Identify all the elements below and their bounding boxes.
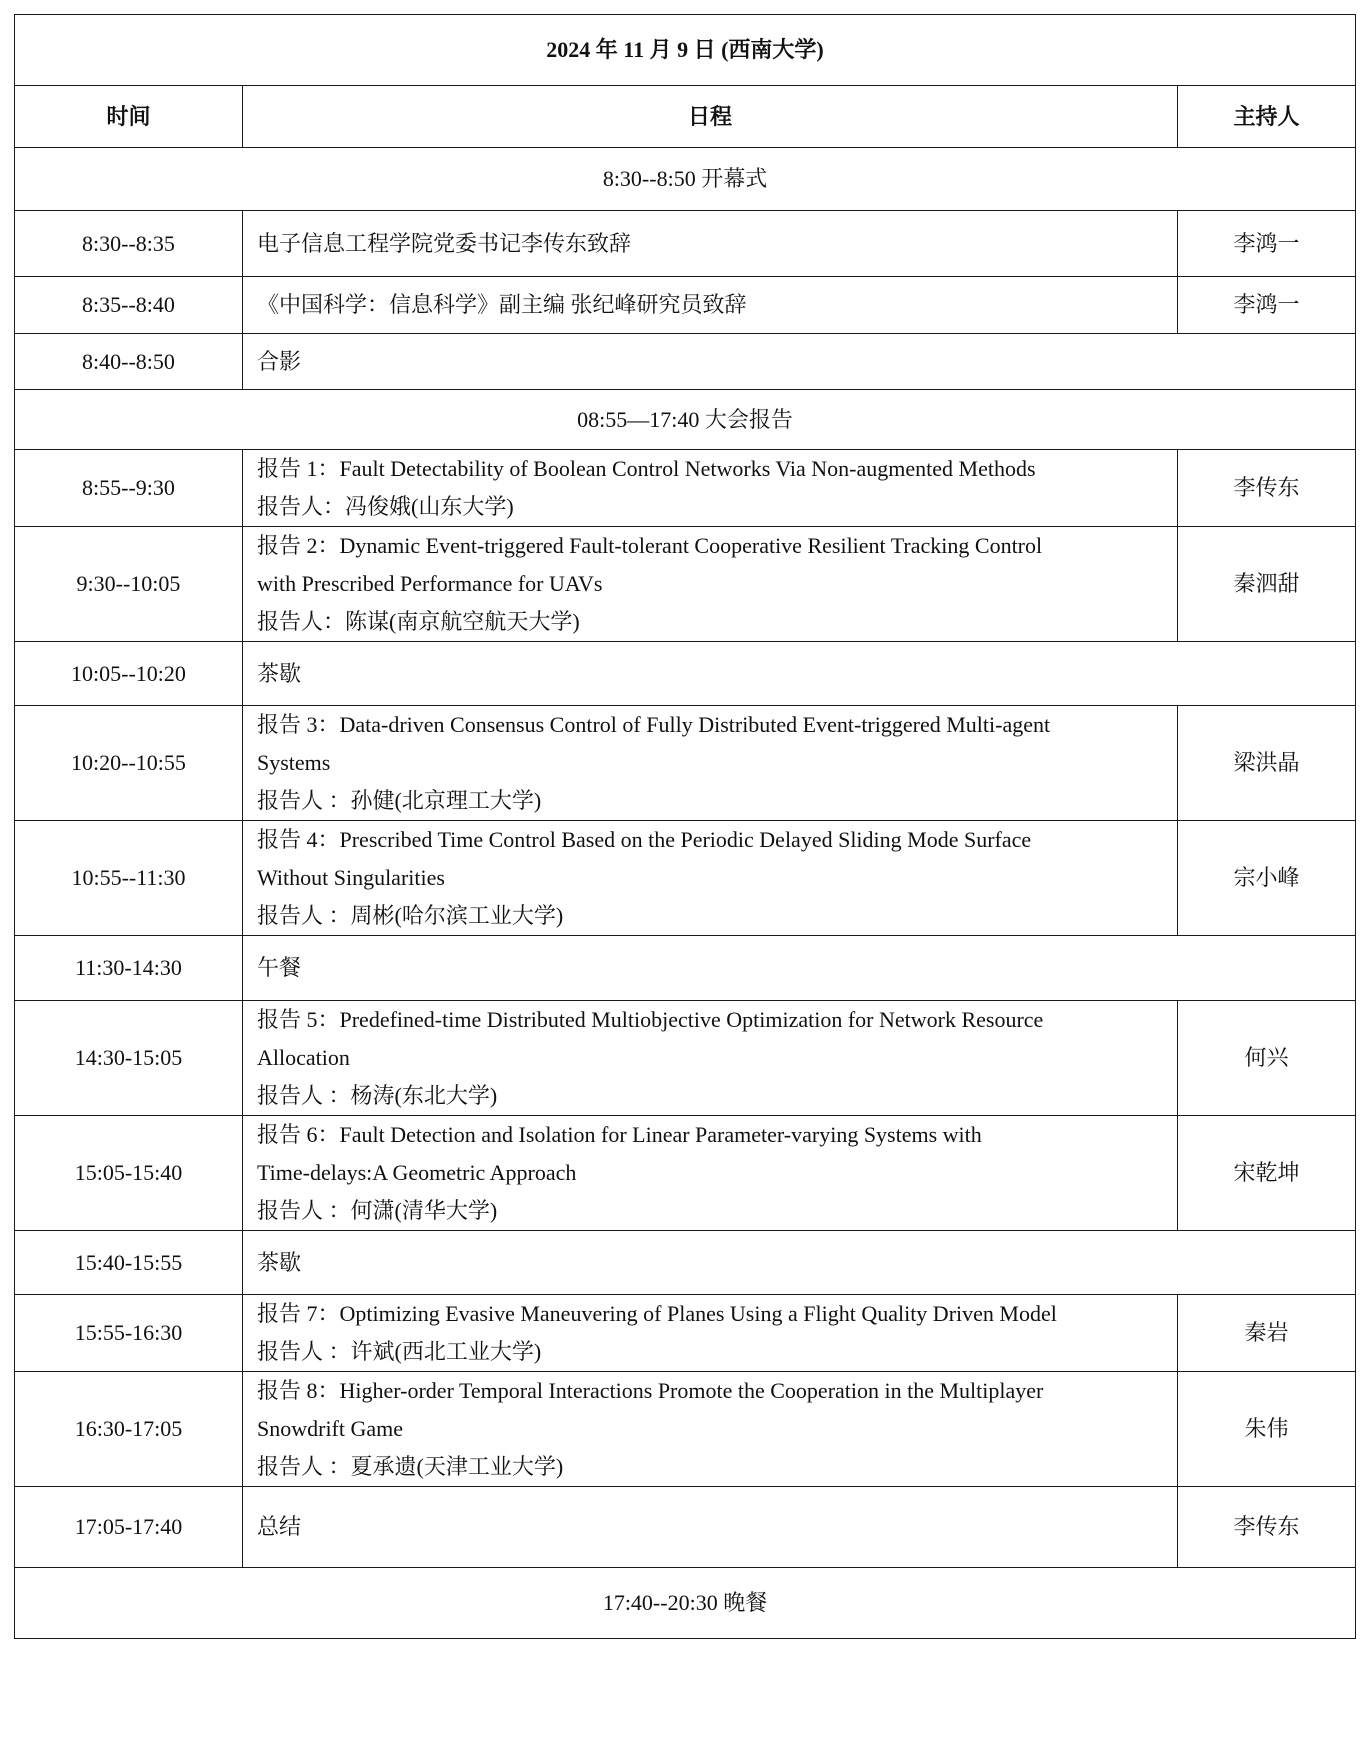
agenda-cell (243, 936, 1356, 1001)
agenda-line: 报告人 ：夏承遗(天津工业大学) (257, 1454, 564, 1479)
time-cell: 16:30-17:05 (15, 1372, 243, 1487)
agenda-cell (243, 334, 1356, 390)
agenda-line: 报告 3：Data-driven Consensus Control of Fully Distributed Event-triggered Multi-agent (257, 712, 1051, 737)
page-title: 2024 年 11 月 9 日 (西南大学) (15, 15, 1356, 86)
host-cell: 李鸿一 (1178, 277, 1356, 334)
agenda-line: 合影 (257, 348, 302, 374)
agenda-cell (243, 277, 1178, 334)
host-cell: 李鸿一 (1178, 211, 1356, 277)
schedule-row (15, 450, 1356, 527)
section-dinner: 17:40--20:30 晚餐 (15, 1568, 1356, 1639)
agenda-cell (243, 706, 1178, 821)
schedule-body (15, 15, 1356, 1639)
schedule-row (15, 1487, 1356, 1568)
host-cell: 李传东 (1178, 450, 1356, 527)
schedule-row (15, 527, 1356, 642)
host-cell: 朱伟 (1178, 1372, 1356, 1487)
header-row (15, 86, 1356, 148)
time-cell: 8:55--9:30 (15, 450, 243, 527)
time-cell: 14:30-15:05 (15, 1001, 243, 1116)
agenda-line: 报告人 ：孙健(北京理工大学) (257, 788, 542, 813)
time-cell: 8:40--8:50 (15, 334, 243, 390)
agenda-cell (243, 450, 1178, 527)
schedule-row (15, 936, 1356, 1001)
header-agenda: 日程 (243, 86, 1178, 148)
section-opening: 8:30--8:50 开幕式 (15, 148, 1356, 211)
host-cell: 宋乾坤 (1178, 1116, 1356, 1231)
agenda-line: with Prescribed Performance for UAVs (257, 571, 603, 596)
schedule-row (15, 1372, 1356, 1487)
agenda-line: Time-delays:A Geometric Approach (257, 1160, 577, 1185)
agenda-cell (243, 1001, 1178, 1116)
schedule-row (15, 334, 1356, 390)
schedule-row (15, 821, 1356, 936)
agenda-line: 报告人：冯俊娥(山东大学) (257, 494, 514, 519)
header-host: 主持人 (1178, 86, 1356, 148)
schedule-row (15, 1116, 1356, 1231)
agenda-line: Without Singularities (257, 865, 445, 890)
agenda-line: 电子信息工程学院党委书记李传东致辞 (257, 230, 632, 256)
agenda-line: 报告人 ：杨涛(东北大学) (257, 1083, 498, 1108)
host-cell: 李传东 (1178, 1487, 1356, 1568)
agenda-line: 报告 4：Prescribed Time Control Based on the Periodic Delayed Sliding Mode Surface (257, 827, 1032, 852)
schedule-row (15, 277, 1356, 334)
section-row-dinner (15, 1568, 1356, 1639)
time-cell: 8:30--8:35 (15, 211, 243, 277)
agenda-line: 报告人 ：许斌(西北工业大学) (257, 1339, 542, 1364)
agenda-cell (243, 1116, 1178, 1231)
time-cell: 11:30-14:30 (15, 936, 243, 1001)
agenda-line: 报告人：陈谋(南京航空航天大学) (257, 609, 580, 634)
schedule-row (15, 706, 1356, 821)
agenda-cell (243, 527, 1178, 642)
schedule-row (15, 642, 1356, 706)
time-cell: 15:40-15:55 (15, 1231, 243, 1295)
agenda-cell (243, 211, 1178, 277)
agenda-line: 午餐 (257, 955, 302, 980)
agenda-line: 报告 7：Optimizing Evasive Maneuvering of Planes Using a Flight Quality Driven Model (257, 1301, 1057, 1326)
agenda-line: 报告 1：Fault Detectability of Boolean Control Networks Via Non-augmented Methods (257, 456, 1036, 481)
agenda-line: Snowdrift Game (257, 1416, 404, 1441)
time-cell: 15:55-16:30 (15, 1295, 243, 1372)
host-cell: 梁洪晶 (1178, 706, 1356, 821)
header-time: 时间 (15, 86, 243, 148)
agenda-line: 报告 8：Higher-order Temporal Interactions Promote the Cooperation in the Multiplayer (257, 1378, 1044, 1403)
schedule-row (15, 1295, 1356, 1372)
time-cell: 9:30--10:05 (15, 527, 243, 642)
agenda-line: 报告 2：Dynamic Event-triggered Fault-tolerant Cooperative Resilient Tracking Control (257, 533, 1043, 558)
agenda-line: 茶歇 (257, 1249, 302, 1275)
agenda-cell (243, 1295, 1178, 1372)
host-cell: 秦岩 (1178, 1295, 1356, 1372)
section-row-opening (15, 148, 1356, 211)
agenda-line: 总结 (257, 1514, 302, 1539)
section-row-plenary (15, 390, 1356, 450)
schedule-row (15, 211, 1356, 277)
agenda-line: 报告人 ：何潇(清华大学) (257, 1198, 498, 1223)
agenda-cell (243, 642, 1356, 706)
agenda-cell (243, 1372, 1178, 1487)
agenda-line: Allocation (257, 1045, 350, 1070)
agenda-line: 报告人 ：周彬(哈尔滨工业大学) (257, 903, 564, 928)
time-cell: 17:05-17:40 (15, 1487, 243, 1568)
title-row (15, 15, 1356, 86)
time-cell: 10:55--11:30 (15, 821, 243, 936)
agenda-cell (243, 1487, 1178, 1568)
section-plenary: 08:55—17:40 大会报告 (15, 390, 1356, 450)
schedule-row (15, 1001, 1356, 1116)
agenda-line: 报告 6：Fault Detection and Isolation for Linear Parameter-varying Systems with (257, 1122, 982, 1147)
agenda-line: 茶歇 (257, 660, 302, 686)
host-cell: 宗小峰 (1178, 821, 1356, 936)
time-cell: 10:05--10:20 (15, 642, 243, 706)
agenda-line: 报告 5：Predefined-time Distributed Multiobjective Optimization for Network Resource (257, 1007, 1044, 1032)
host-cell: 秦泗甜 (1178, 527, 1356, 642)
time-cell: 8:35--8:40 (15, 277, 243, 334)
agenda-cell (243, 821, 1178, 936)
agenda-cell (243, 1231, 1356, 1295)
agenda-line: Systems (257, 750, 331, 775)
time-cell: 10:20--10:55 (15, 706, 243, 821)
schedule-row (15, 1231, 1356, 1295)
time-cell: 15:05-15:40 (15, 1116, 243, 1231)
schedule-table (14, 14, 1356, 1639)
host-cell: 何兴 (1178, 1001, 1356, 1116)
agenda-line: 《中国科学：信息科学》副主编 张纪峰研究员致辞 (257, 292, 747, 317)
